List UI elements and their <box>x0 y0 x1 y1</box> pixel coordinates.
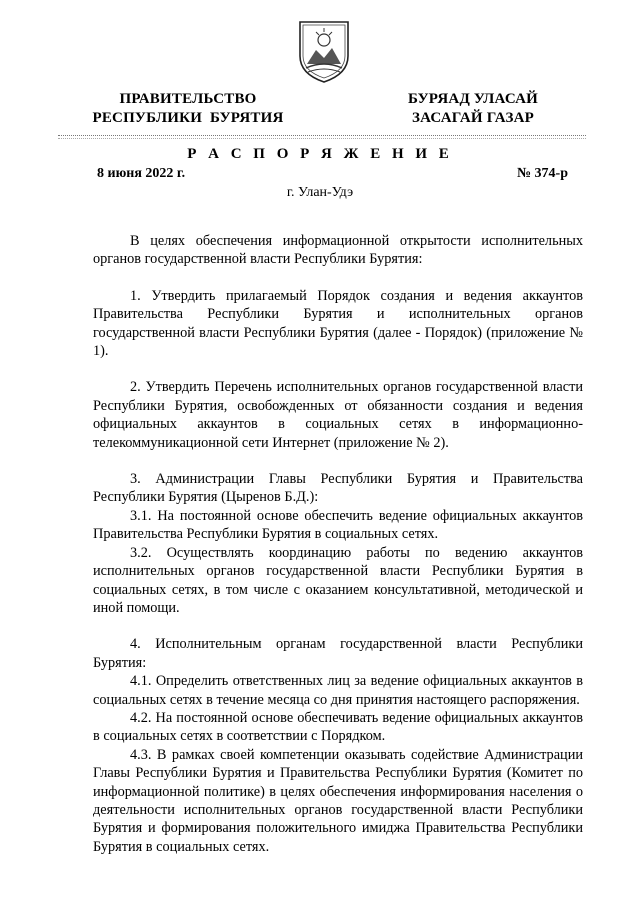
document-body <box>93 232 583 856</box>
header-divider <box>58 135 586 136</box>
paragraph-intro: В целях обеспечения информационной открытости исполнительных органов государственной власти Республики Бурятия: <box>93 233 583 268</box>
org-name-russian-line1: ПРАВИТЕЛЬСТВО <box>119 91 257 107</box>
paragraph-item-3-1: 3.1. На постоянной основе обеспечить ведение официальных аккаунтов Правительства Республики Бурятия в социальных сетях. <box>93 507 583 543</box>
paragraph-item-4: 4. Исполнительным органам государственной власти Республики Бурятия: <box>93 636 583 671</box>
document-number: № 374-р <box>516 166 568 181</box>
document-type-title: Р А С П О Р Я Ж Е Н И Е <box>187 146 453 162</box>
paragraph-item-4-1: 4.1. Определить ответственных лиц за ведение официальных аккаунтов в социальных сетях в течение месяца со дня принятия настоящего распоряжения. <box>93 673 583 708</box>
document-city: г. Улан-Удэ <box>286 185 354 200</box>
paragraph-item-3-2: 3.2. Осуществлять координацию работы по ведению аккаунтов исполнительных органов государственной власти Республики Бурятия в социальных сетях, в том числе с оказанием консультативной, методической и иной помощи. <box>93 544 583 616</box>
paragraph-item-3: 3. Администрации Главы Республики Бурятия и Правительства Республики Бурятия (Цыренов Б.Д.): <box>93 471 583 506</box>
org-name-buryat-line2: ЗАСАГАЙ ГАЗАР <box>412 110 534 126</box>
paragraph-item-4-3: 4.3. В рамках своей компетенции оказывать содействие Администрации Главы Республики Бурятия и Правительства Республики Бурятия (Комитет по информационной политике) в целях обеспечения информирования населения о деятельности исполнительных органов государственной власти Республики Бурятия и формирования положительного имиджа Правительства Республики Бурятия в социальных сетях. <box>93 746 583 855</box>
header-divider-secondary <box>58 138 586 139</box>
document-date: 8 июня 2022 г. <box>97 166 186 181</box>
paragraph-item-2: 2. Утвердить Перечень исполнительных органов государственной власти Республики Бурятия, освобожденных от обязанности создания и ведения официальных аккаунтов в социальных сетях в информационно-телекоммуникационной сети Интернет (приложение № 2). <box>93 379 583 451</box>
org-name-buryat-line1: БУРЯАД УЛАСАЙ <box>407 91 539 107</box>
org-name-buryat <box>388 90 558 128</box>
coat-of-arms-icon <box>296 16 352 86</box>
org-name-russian <box>84 90 292 128</box>
paragraph-item-1: 1. Утвердить прилагаемый Порядок создания и ведения аккаунтов Правительства Республики Бурятия и исполнительных органов государственной власти Республики Бурятия (далее - Порядок) (приложение № 1). <box>93 287 583 360</box>
org-name-russian-line2: РЕСПУБЛИКИ БУРЯТИЯ <box>92 110 284 126</box>
paragraph-item-4-2: 4.2. На постоянной основе обеспечивать ведение официальных аккаунтов в социальных сетях в соответствии с Порядком. <box>93 709 583 745</box>
